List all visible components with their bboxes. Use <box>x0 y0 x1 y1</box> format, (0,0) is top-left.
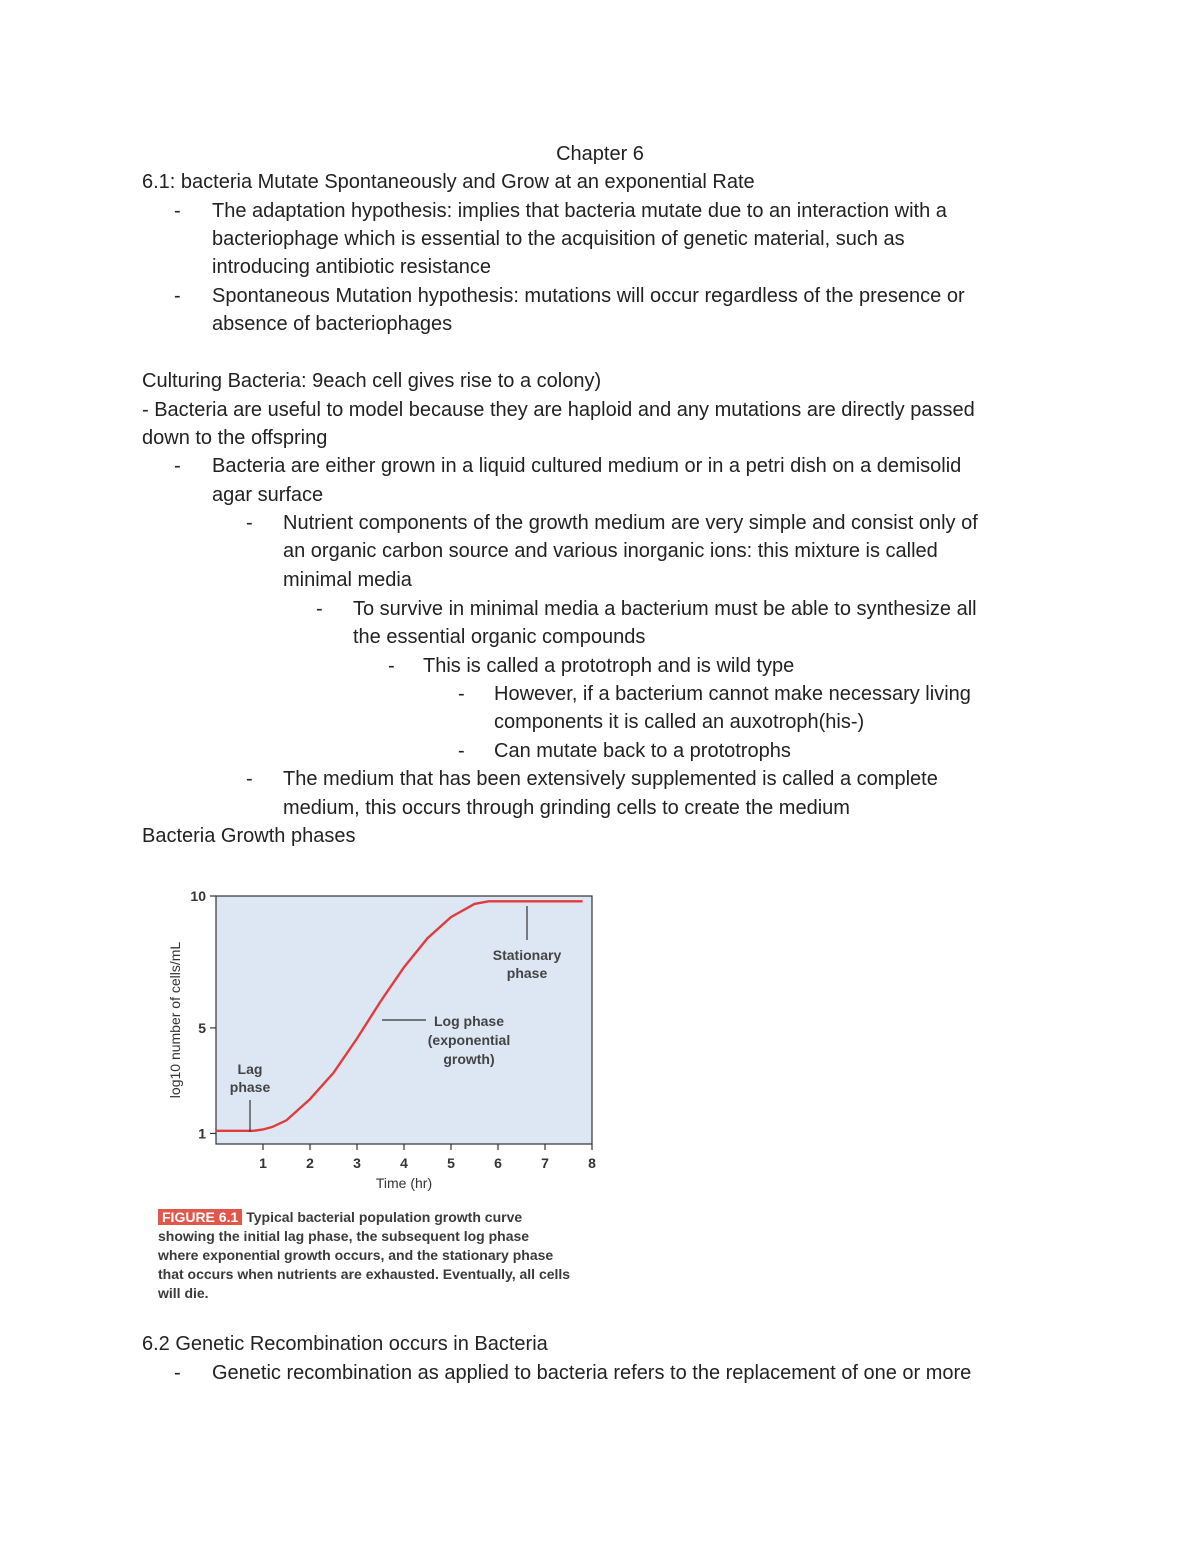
bullet-growth-medium-line-2: agar surface <box>212 484 324 506</box>
y-tick-label: 1 <box>198 1125 206 1142</box>
x-axis-label: Time (hr) <box>375 1175 433 1191</box>
section-6-2-heading: 6.2 Genetic Recombination occurs in Bacteria <box>142 1333 548 1355</box>
log-phase-label-line-3: growth) <box>443 1051 495 1067</box>
growth-phases-heading: Bacteria Growth phases <box>142 825 356 847</box>
x-tick-label: 7 <box>541 1155 549 1171</box>
x-tick-label: 1 <box>259 1155 267 1171</box>
bullet-minimal-media-line-2: the essential organic compounds <box>353 626 646 648</box>
bullet-complete-medium-line-1: The medium that has been extensively supplemented is called a complete <box>283 768 938 790</box>
caption-line-3: where exponential growth occurs, and the stationary phase <box>158 1247 554 1263</box>
caption-line-5: will die. <box>158 1285 209 1301</box>
bullet-nutrient-line-2: an organic carbon source and various inorganic ions: this mixture is called <box>283 540 938 562</box>
bullet-adaptation-line-1: The adaptation hypothesis: implies that bacteria mutate due to an interaction with a <box>212 200 947 222</box>
bullet-complete-medium-line-2: medium, this occurs through grinding cells to create the medium <box>283 797 850 819</box>
caption-line-2: showing the initial lag phase, the subsequent log phase <box>158 1228 530 1244</box>
culturing-paragraph-line-1: - Bacteria are useful to model because they are haploid and any mutations are directly passed <box>142 399 975 421</box>
bullet-dash: - <box>174 200 181 222</box>
bullet-nutrient-line-1: Nutrient components of the growth medium are very simple and consist only of <box>283 512 978 534</box>
bullet-prototroph-line-1: This is called a prototroph and is wild type <box>423 655 795 677</box>
bullet-minimal-media-line-1: To survive in minimal media a bacterium must be able to synthesize all <box>353 598 977 620</box>
figure-tag: FIGURE 6.1 <box>158 1209 242 1225</box>
bullet-dash: - <box>316 598 323 620</box>
caption-line-4: that occurs when nutrients are exhausted. Eventually, all cells <box>158 1266 571 1282</box>
lag-phase-label-line-2: phase <box>229 1079 271 1095</box>
stationary-phase-label-line-1: Stationary <box>492 947 562 963</box>
log-phase-label-line-2: (exponential <box>427 1032 511 1048</box>
page-title: Chapter 6 <box>556 143 644 165</box>
x-tick-label: 2 <box>306 1155 314 1171</box>
bullet-auxotroph-line-1: However, if a bacterium cannot make necessary living <box>494 683 971 705</box>
section-6-1-heading: 6.1: bacteria Mutate Spontaneously and Grow at an exponential Rate <box>142 171 755 193</box>
bullet-spontaneous-line-1: Spontaneous Mutation hypothesis: mutations will occur regardless of the presence or <box>212 285 965 307</box>
bullet-dash: - <box>174 1362 181 1384</box>
lag-phase-label-line-1: Lag <box>237 1061 263 1077</box>
bullet-dash: - <box>246 768 253 790</box>
x-tick-label: 8 <box>588 1155 596 1171</box>
growth-curve-chart <box>160 880 620 1200</box>
bullet-dash: - <box>388 655 395 677</box>
bullet-adaptation-line-3: introducing antibiotic resistance <box>212 256 492 278</box>
culturing-paragraph-line-2: down to the offspring <box>142 427 328 449</box>
y-tick-label: 5 <box>198 1019 206 1036</box>
x-tick-label: 6 <box>494 1155 502 1171</box>
figure-caption <box>158 1208 618 1303</box>
x-tick-label: 5 <box>447 1155 455 1171</box>
log-phase-label-line-1: Log phase <box>433 1013 505 1029</box>
bullet-dash: - <box>458 740 465 762</box>
caption-line-1: Typical bacterial population growth curve <box>246 1209 523 1225</box>
bullet-mutate-back-line-1: Can mutate back to a prototrophs <box>494 740 791 762</box>
x-tick-label: 3 <box>353 1155 361 1171</box>
bullet-dash: - <box>174 285 181 307</box>
y-axis-label: log10 number of cells/mL <box>167 941 183 1099</box>
bullet-growth-medium-line-1: Bacteria are either grown in a liquid cultured medium or in a petri dish on a demisolid <box>212 455 962 477</box>
bullet-recombination-line-1: Genetic recombination as applied to bacteria refers to the replacement of one or more <box>212 1362 972 1384</box>
bullet-dash: - <box>174 455 181 477</box>
bullet-dash: - <box>458 683 465 705</box>
stationary-phase-label-line-2: phase <box>506 965 548 981</box>
culturing-heading: Culturing Bacteria: 9each cell gives rise to a colony) <box>142 370 602 392</box>
bullet-adaptation-line-2: bacteriophage which is essential to the acquisition of genetic material, such as <box>212 228 905 250</box>
x-tick-label: 4 <box>400 1155 408 1171</box>
y-tick-label: 10 <box>190 888 206 904</box>
bullet-auxotroph-line-2: components it is called an auxotroph(his-) <box>494 711 865 733</box>
bullet-dash: - <box>246 512 253 534</box>
bullet-spontaneous-line-2: absence of bacteriophages <box>212 313 453 335</box>
bullet-nutrient-line-3: minimal media <box>283 569 412 591</box>
